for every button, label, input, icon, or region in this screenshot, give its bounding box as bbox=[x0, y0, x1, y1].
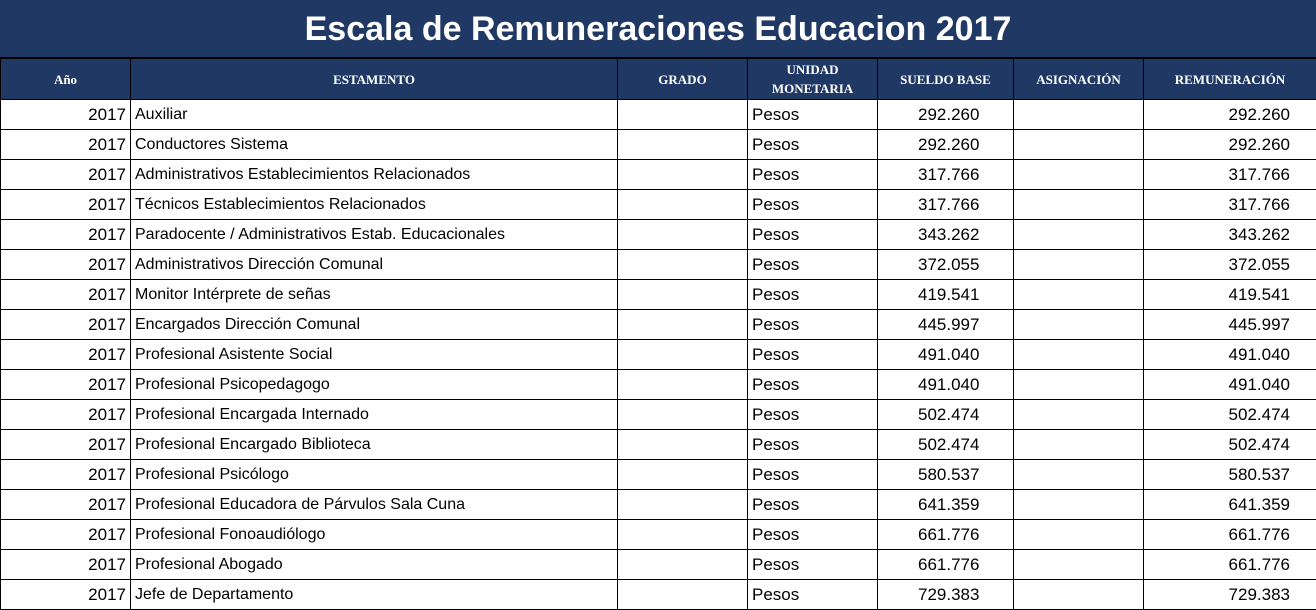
cell-estamento[interactable]: Profesional Encargado Biblioteca bbox=[131, 430, 618, 460]
col-header-asignacion[interactable]: ASIGNACIÓN bbox=[1014, 59, 1144, 100]
cell-unidad[interactable]: Pesos bbox=[748, 490, 878, 520]
cell-asignacion[interactable] bbox=[1014, 190, 1144, 220]
col-header-unidad-line1: UNIDAD bbox=[786, 62, 839, 77]
cell-sueldo[interactable]: 502.474 bbox=[878, 430, 1014, 460]
cell-remuneracion[interactable]: 502.474 bbox=[1144, 400, 1316, 430]
cell-year[interactable]: 2017 bbox=[1, 130, 131, 160]
cell-grado[interactable] bbox=[618, 550, 748, 580]
cell-asignacion[interactable] bbox=[1014, 130, 1144, 160]
cell-unidad[interactable]: Pesos bbox=[748, 130, 878, 160]
cell-unidad[interactable]: Pesos bbox=[748, 430, 878, 460]
cell-estamento[interactable]: Jefe de Departamento bbox=[131, 580, 618, 610]
cell-estamento[interactable]: Profesional Psicopedagogo bbox=[131, 370, 618, 400]
cell-asignacion[interactable] bbox=[1014, 430, 1144, 460]
col-header-remuneracion[interactable]: REMUNERACIÓN bbox=[1144, 59, 1316, 100]
cell-estamento[interactable]: Profesional Fonoaudiólogo bbox=[131, 520, 618, 550]
cell-unidad[interactable]: Pesos bbox=[748, 280, 878, 310]
cell-sueldo[interactable]: 292.260 bbox=[878, 100, 1014, 130]
table-row bbox=[1, 220, 1316, 250]
cell-asignacion[interactable] bbox=[1014, 250, 1144, 280]
table-row bbox=[1, 160, 1316, 190]
cell-year[interactable]: 2017 bbox=[1, 280, 131, 310]
table-row bbox=[1, 190, 1316, 220]
cell-unidad[interactable]: Pesos bbox=[748, 520, 878, 550]
table-row bbox=[1, 580, 1316, 610]
cell-sueldo[interactable]: 317.766 bbox=[878, 160, 1014, 190]
cell-unidad[interactable]: Pesos bbox=[748, 160, 878, 190]
cell-year[interactable]: 2017 bbox=[1, 490, 131, 520]
cell-sueldo[interactable]: 491.040 bbox=[878, 370, 1014, 400]
cell-remuneracion[interactable]: 641.359 bbox=[1144, 490, 1316, 520]
table-row bbox=[1, 520, 1316, 550]
cell-sueldo[interactable]: 661.776 bbox=[878, 520, 1014, 550]
cell-remuneracion[interactable]: 372.055 bbox=[1144, 250, 1316, 280]
cell-unidad[interactable]: Pesos bbox=[748, 340, 878, 370]
cell-grado[interactable] bbox=[618, 190, 748, 220]
cell-unidad[interactable]: Pesos bbox=[748, 370, 878, 400]
cell-remuneracion[interactable]: 445.997 bbox=[1144, 310, 1316, 340]
cell-year[interactable]: 2017 bbox=[1, 400, 131, 430]
col-header-unidad-line2: MONETARIA bbox=[771, 81, 854, 96]
table-row bbox=[1, 460, 1316, 490]
cell-asignacion[interactable] bbox=[1014, 280, 1144, 310]
table-row bbox=[1, 280, 1316, 310]
cell-estamento[interactable]: Profesional Asistente Social bbox=[131, 340, 618, 370]
cell-remuneracion[interactable]: 292.260 bbox=[1144, 130, 1316, 160]
cell-unidad[interactable]: Pesos bbox=[748, 580, 878, 610]
col-header-anio[interactable]: Año bbox=[1, 59, 131, 100]
cell-remuneracion[interactable]: 419.541 bbox=[1144, 280, 1316, 310]
cell-remuneracion[interactable]: 491.040 bbox=[1144, 340, 1316, 370]
cell-unidad[interactable]: Pesos bbox=[748, 220, 878, 250]
cell-sueldo[interactable]: 580.537 bbox=[878, 460, 1014, 490]
cell-remuneracion[interactable]: 580.537 bbox=[1144, 460, 1316, 490]
cell-year[interactable]: 2017 bbox=[1, 520, 131, 550]
cell-sueldo[interactable]: 641.359 bbox=[878, 490, 1014, 520]
cell-estamento[interactable]: Encargados Dirección Comunal bbox=[131, 310, 618, 340]
cell-year[interactable]: 2017 bbox=[1, 550, 131, 580]
cell-estamento[interactable]: Profesional Psicólogo bbox=[131, 460, 618, 490]
cell-remuneracion[interactable]: 317.766 bbox=[1144, 190, 1316, 220]
cell-estamento[interactable]: Auxiliar bbox=[131, 100, 618, 130]
cell-sueldo[interactable]: 372.055 bbox=[878, 250, 1014, 280]
col-header-estamento[interactable]: ESTAMENTO bbox=[131, 59, 618, 100]
cell-estamento[interactable]: Administrativos Dirección Comunal bbox=[131, 250, 618, 280]
cell-asignacion[interactable] bbox=[1014, 400, 1144, 430]
cell-estamento[interactable]: Monitor Intérprete de señas bbox=[131, 280, 618, 310]
table-row bbox=[1, 130, 1316, 160]
cell-estamento[interactable]: Administrativos Establecimientos Relacionados bbox=[131, 160, 618, 190]
col-header-grado[interactable]: GRADO bbox=[618, 59, 748, 100]
cell-year[interactable]: 2017 bbox=[1, 250, 131, 280]
cell-sueldo[interactable]: 343.262 bbox=[878, 220, 1014, 250]
cell-asignacion[interactable] bbox=[1014, 490, 1144, 520]
cell-remuneracion[interactable]: 502.474 bbox=[1144, 430, 1316, 460]
cell-year[interactable]: 2017 bbox=[1, 430, 131, 460]
cell-asignacion[interactable] bbox=[1014, 370, 1144, 400]
cell-asignacion[interactable] bbox=[1014, 160, 1144, 190]
cell-estamento[interactable]: Profesional Educadora de Párvulos Sala Cuna bbox=[131, 490, 618, 520]
cell-sueldo[interactable]: 445.997 bbox=[878, 310, 1014, 340]
cell-unidad[interactable]: Pesos bbox=[748, 460, 878, 490]
cell-unidad[interactable]: Pesos bbox=[748, 190, 878, 220]
cell-sueldo[interactable]: 729.383 bbox=[878, 580, 1014, 610]
table-row bbox=[1, 310, 1316, 340]
cell-asignacion[interactable] bbox=[1014, 580, 1144, 610]
cell-asignacion[interactable] bbox=[1014, 550, 1144, 580]
cell-unidad[interactable]: Pesos bbox=[748, 250, 878, 280]
cell-grado[interactable] bbox=[618, 280, 748, 310]
table-row bbox=[1, 370, 1316, 400]
table-row bbox=[1, 430, 1316, 460]
col-header-sueldo-base[interactable]: SUELDO BASE bbox=[878, 59, 1014, 100]
cell-remuneracion[interactable]: 729.383 bbox=[1144, 580, 1316, 610]
cell-year[interactable]: 2017 bbox=[1, 460, 131, 490]
cell-year[interactable]: 2017 bbox=[1, 310, 131, 340]
table-row bbox=[1, 340, 1316, 370]
cell-year[interactable]: 2017 bbox=[1, 340, 131, 370]
header-row bbox=[1, 59, 1316, 100]
cell-grado[interactable] bbox=[618, 520, 748, 550]
cell-sueldo[interactable]: 292.260 bbox=[878, 130, 1014, 160]
cell-grado[interactable] bbox=[618, 400, 748, 430]
table-row bbox=[1, 490, 1316, 520]
cell-remuneracion[interactable]: 491.040 bbox=[1144, 370, 1316, 400]
cell-grado[interactable] bbox=[618, 160, 748, 190]
cell-unidad[interactable]: Pesos bbox=[748, 310, 878, 340]
cell-remuneracion[interactable]: 661.776 bbox=[1144, 520, 1316, 550]
cell-asignacion[interactable] bbox=[1014, 220, 1144, 250]
cell-sueldo[interactable]: 419.541 bbox=[878, 280, 1014, 310]
cell-unidad[interactable]: Pesos bbox=[748, 400, 878, 430]
cell-asignacion[interactable] bbox=[1014, 340, 1144, 370]
cell-grado[interactable] bbox=[618, 490, 748, 520]
salary-table bbox=[0, 58, 1316, 610]
cell-grado[interactable] bbox=[618, 310, 748, 340]
cell-estamento[interactable]: Conductores Sistema bbox=[131, 130, 618, 160]
cell-estamento[interactable]: Profesional Encargada Internado bbox=[131, 400, 618, 430]
table-row bbox=[1, 250, 1316, 280]
page-title: Escala de Remuneraciones Educacion 2017 bbox=[0, 0, 1316, 58]
cell-asignacion[interactable] bbox=[1014, 460, 1144, 490]
cell-grado[interactable] bbox=[618, 430, 748, 460]
cell-grado[interactable] bbox=[618, 340, 748, 370]
cell-grado[interactable] bbox=[618, 370, 748, 400]
cell-estamento[interactable]: Paradocente / Administrativos Estab. Educacionales bbox=[131, 220, 618, 250]
cell-unidad[interactable]: Pesos bbox=[748, 100, 878, 130]
cell-year[interactable]: 2017 bbox=[1, 580, 131, 610]
cell-remuneracion[interactable]: 292.260 bbox=[1144, 100, 1316, 130]
cell-asignacion[interactable] bbox=[1014, 310, 1144, 340]
cell-asignacion[interactable] bbox=[1014, 100, 1144, 130]
cell-grado[interactable] bbox=[618, 460, 748, 490]
cell-grado[interactable] bbox=[618, 130, 748, 160]
cell-sueldo[interactable]: 502.474 bbox=[878, 400, 1014, 430]
cell-year[interactable]: 2017 bbox=[1, 370, 131, 400]
cell-grado[interactable] bbox=[618, 100, 748, 130]
cell-sueldo[interactable]: 661.776 bbox=[878, 550, 1014, 580]
cell-year[interactable]: 2017 bbox=[1, 160, 131, 190]
table-row bbox=[1, 400, 1316, 430]
cell-asignacion[interactable] bbox=[1014, 520, 1144, 550]
cell-grado[interactable] bbox=[618, 250, 748, 280]
cell-estamento[interactable]: Profesional Abogado bbox=[131, 550, 618, 580]
cell-remuneracion[interactable]: 317.766 bbox=[1144, 160, 1316, 190]
cell-estamento[interactable]: Técnicos Establecimientos Relacionados bbox=[131, 190, 618, 220]
cell-grado[interactable] bbox=[618, 220, 748, 250]
cell-year[interactable]: 2017 bbox=[1, 100, 131, 130]
cell-year[interactable]: 2017 bbox=[1, 220, 131, 250]
cell-grado[interactable] bbox=[618, 580, 748, 610]
cell-unidad[interactable]: Pesos bbox=[748, 550, 878, 580]
cell-remuneracion[interactable]: 661.776 bbox=[1144, 550, 1316, 580]
cell-remuneracion[interactable]: 343.262 bbox=[1144, 220, 1316, 250]
table-row bbox=[1, 550, 1316, 580]
cell-sueldo[interactable]: 491.040 bbox=[878, 340, 1014, 370]
col-header-unidad-monetaria[interactable] bbox=[748, 59, 878, 100]
table-row bbox=[1, 100, 1316, 130]
cell-year[interactable]: 2017 bbox=[1, 190, 131, 220]
cell-sueldo[interactable]: 317.766 bbox=[878, 190, 1014, 220]
